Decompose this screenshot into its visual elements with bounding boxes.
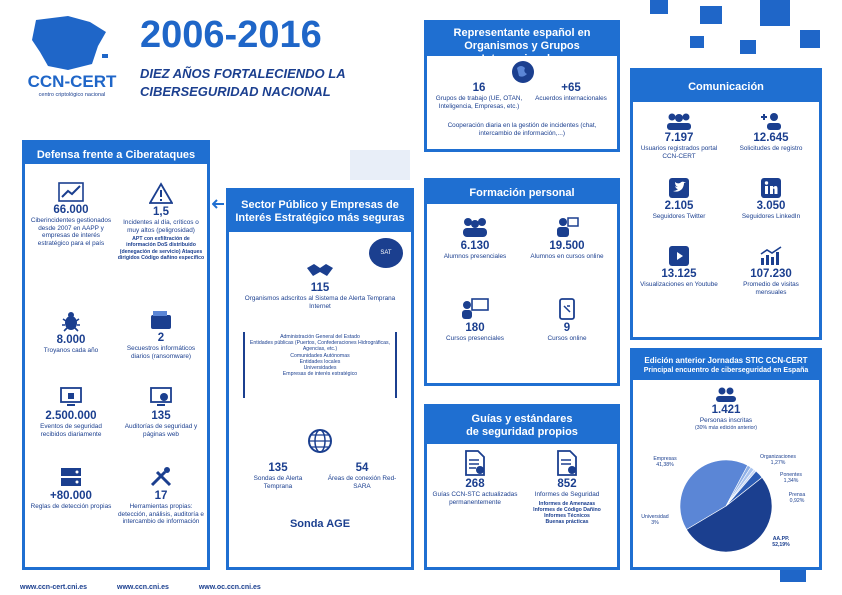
pie-label-universidad: Universidad 3% [641, 514, 669, 527]
jornadas-title: Edición anterior Jornadas STIC CCN-CERT [644, 356, 808, 365]
stat-alumnos-online: 19.500 Alumnos en cursos online [523, 216, 611, 261]
guias-title-2: de seguridad propios [466, 426, 578, 438]
stat-organismos: 115 Organismos adscritos al Sistema de Alerta Temprana Internet [239, 260, 401, 310]
organismos-list: Administración General del Estado Entidades públicas (Puertos, Confederaciones Hidrográficas, Agencias, etc.) Comunidades Autónomas Entidades locales Universidades Empresas de interés estratégico [243, 332, 397, 398]
stat-sondas: 135 Sondas de Alerta Temprana [253, 462, 303, 490]
document-add-icon [464, 450, 486, 476]
teacher-icon [460, 298, 490, 320]
formacion-panel [424, 178, 620, 386]
tablet-icon [558, 298, 576, 320]
logo-subtitle: centro criptológico nacional [38, 92, 106, 98]
connector-arrow [212, 196, 224, 206]
stat-secuestros: 2 Secuestros informáticos diarios (ransomware) [117, 310, 205, 360]
stat-areas: 54 Áreas de conexión Red-SARA [327, 462, 397, 490]
bug-icon [60, 310, 82, 332]
jornadas-subtitle: Principal encuentro de ciberseguridad en España [643, 367, 809, 374]
stat-grupos: 16 Grupos de trabajo (UE, OTAN, Inteligencia, Empresas, etc.) [435, 82, 523, 110]
stat-cursos-online: 9 Cursos online [523, 298, 611, 343]
defensa-panel [22, 140, 210, 570]
stat-visitas: 107.230 Promedio de visitas mensuales [727, 246, 815, 296]
pie-label-ponentes: Ponentes 1,34% [780, 472, 802, 485]
wallet-icon [149, 310, 173, 330]
defensa-title: Defensa frente a Ciberataques [36, 149, 196, 161]
footer-links [20, 584, 289, 591]
stat-cursos-presenciales: 180 Cursos presenciales [431, 298, 519, 343]
guias-panel [424, 404, 620, 570]
sector-title-1: Sector Público y Empresas de [241, 199, 399, 211]
representante-title-1: Representante español en [453, 27, 591, 39]
stat-alumnos-presenciales: 6.130 Alumnos presenciales [431, 216, 519, 261]
users-icon [715, 386, 737, 402]
monitor-gear-icon [149, 386, 173, 408]
logo-text: CCN-CERT [27, 72, 117, 91]
stat-usuarios: 7.197 Usuarios registrados portal CCN-CERT [635, 112, 723, 160]
title-years: 2006-2016 [140, 14, 322, 56]
footer-link-ccn-cert[interactable]: www.ccn-cert.cni.es [20, 584, 88, 591]
stat-acuerdos: +65 Acuerdos internacionales [535, 82, 607, 102]
comunicacion-panel [630, 68, 822, 340]
representante-title-2: Organismos y Grupos [464, 40, 580, 52]
stat-incidentes-dia: 1,5 Incidentes al día, críticos o muy altos (peligrosidad) APT con exfiltración de información DoS distribuido (denegación de servicio) Ataques dirigidos Código dañino específico [117, 182, 205, 261]
footer-link-oc[interactable]: www.oc.ccn.cni.es [198, 584, 261, 591]
chart-icon [759, 246, 783, 266]
globe-icon [511, 60, 535, 84]
sat-logo: SAT [369, 238, 403, 268]
add-user-icon [759, 112, 783, 130]
comunicacion-title: Comunicación [688, 81, 764, 93]
user-laptop-icon [554, 216, 580, 238]
stat-guias: 268 Guías CCN-STC actualizadas permanentemente [431, 450, 519, 506]
server-icon [59, 466, 83, 488]
formacion-title: Formación personal [469, 187, 575, 199]
representante-panel [424, 20, 620, 152]
stat-reglas: +80.000 Reglas de detección propias [29, 466, 113, 511]
chart-icon [58, 182, 84, 202]
cooperacion-text: Cooperación diaria en la gestión de incidentes (chat, intercambio de información,...) [447, 122, 597, 137]
pie-label-empresas: Empresas 41,38% [653, 456, 677, 469]
sector-panel [226, 188, 414, 570]
stat-youtube: 13.125 Visualizaciones en Youtube [635, 246, 723, 289]
users-icon [665, 112, 693, 130]
warning-icon [149, 182, 173, 204]
pie-label-aapp: AA.PP. 52,19% [772, 536, 790, 549]
stat-herramientas: 17 Herramientas propias: detección, análisis, auditoría e intercambio de información [117, 466, 205, 526]
title-subtitle-2: CIBERSEGURIDAD NACIONAL [140, 84, 331, 99]
stat-solicitudes: 12.645 Solicitudes de registro [727, 112, 815, 153]
youtube-icon [669, 246, 689, 266]
group-icon [460, 216, 490, 238]
spain-map-icon [28, 12, 112, 74]
handshake-icon [305, 260, 335, 280]
stat-linkedin: 3.050 Seguidores LinkedIn [727, 178, 815, 221]
stat-personas: 1.421 Personas inscritas (30% más edición anterior) [653, 386, 799, 431]
pie-label-prensa: Prensa 0,92% [788, 492, 806, 505]
title-subtitle-1: DIEZ AÑOS FORTALECIENDO LA [140, 66, 346, 81]
tools-icon [149, 466, 173, 488]
stat-informes: 852 Informes de Seguridad Informes de Amenazas Informes de Código Dañino Informes Técnicos Buenas prácticas [523, 450, 611, 525]
stat-twitter: 2.105 Seguidores Twitter [635, 178, 723, 221]
stat-auditorias: 135 Auditorías de seguridad y páginas web [117, 386, 205, 438]
jornadas-panel [630, 348, 822, 570]
logo [18, 12, 126, 104]
twitter-icon [669, 178, 689, 198]
footer-link-ccn[interactable]: www.ccn.cni.es [117, 584, 169, 591]
stat-troyanos: 8.000 Troyanos cada año [29, 310, 113, 355]
globe-icon [307, 428, 333, 454]
monitor-lock-icon [59, 386, 83, 408]
pie-label-organizaciones: Organizaciones 1,27% [759, 454, 797, 467]
sector-title-2: Interés Estratégico más seguras [235, 212, 405, 224]
stat-eventos: 2.500.000 Eventos de seguridad recibidos diariamente [29, 386, 113, 438]
linkedin-icon [761, 178, 781, 198]
document-info-icon [556, 450, 578, 476]
stat-ciberincidentes: 66.000 Ciberincidentes gestionados desde 2007 en AAPP y empresas de interés estratégico para el país [29, 182, 113, 247]
guias-title-1: Guías y estándares [471, 413, 573, 425]
sonda-age-label: Sonda AGE [289, 518, 351, 530]
